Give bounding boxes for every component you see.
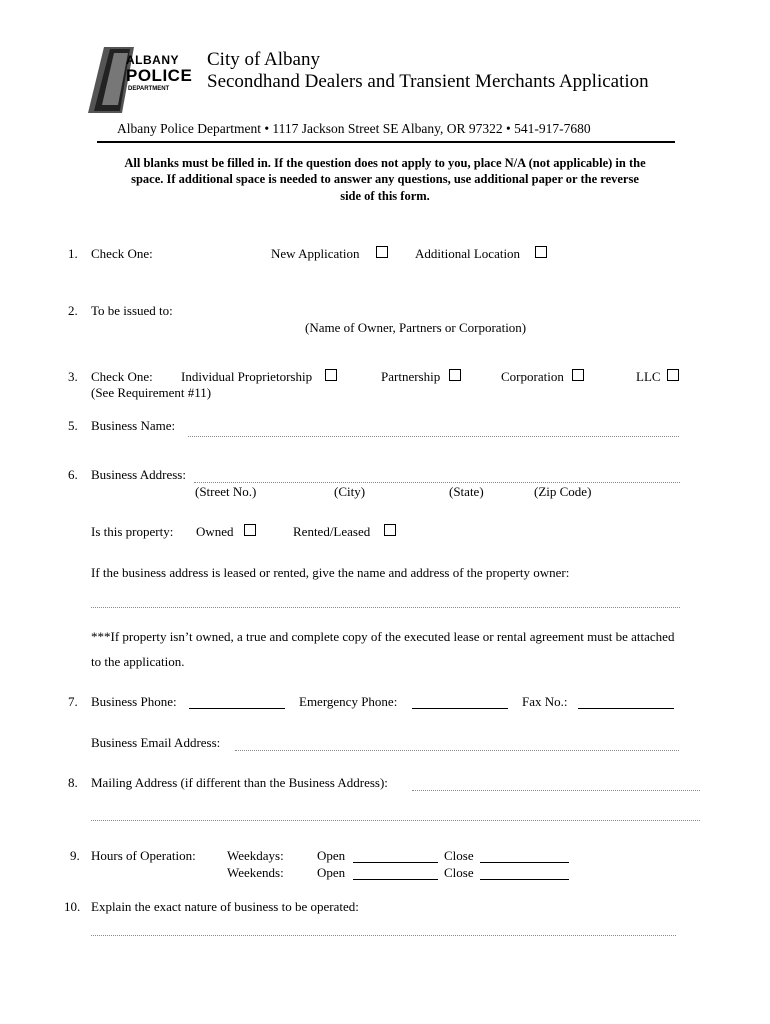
state-hint: (State) <box>449 484 484 499</box>
additional-location-label: Additional Location <box>415 246 521 261</box>
property-label: Is this property: <box>91 524 174 539</box>
header-rule <box>97 141 675 143</box>
emergency-phone-field[interactable] <box>412 708 508 709</box>
q6-number: 6. <box>68 467 78 482</box>
business-email-label: Business Email Address: <box>91 735 221 750</box>
business-nature-field[interactable] <box>91 935 676 936</box>
weekends-open-field[interactable] <box>353 879 438 880</box>
logo-line-3: DEPARTMENT <box>128 86 170 92</box>
q10-label: Explain the exact nature of business to be operated: <box>91 899 359 914</box>
q3-requirement: (See Requirement #11) <box>91 385 212 400</box>
rented-leased-checkbox[interactable] <box>384 524 396 536</box>
q8-label: Mailing Address (if different than the Business Address): <box>91 775 388 790</box>
individual-proprietorship-label: Individual Proprietorship <box>181 369 313 384</box>
logo-line-1: ALBANY <box>126 53 179 67</box>
q1-number: 1. <box>68 246 78 261</box>
weekdays-open-label: Open <box>317 848 346 863</box>
q2-label: To be issued to: <box>91 303 173 318</box>
business-address-field[interactable] <box>194 482 680 483</box>
q5-number: 5. <box>68 418 78 433</box>
weekdays-close-field[interactable] <box>480 862 569 863</box>
additional-location-checkbox[interactable] <box>535 246 547 258</box>
q7-number: 7. <box>68 694 78 709</box>
police-logo <box>88 47 198 117</box>
mailing-address-field-2[interactable] <box>91 820 700 821</box>
emergency-phone-label: Emergency Phone: <box>299 694 398 709</box>
q2-number: 2. <box>68 303 78 318</box>
q3-number: 3. <box>68 369 78 384</box>
owned-label: Owned <box>196 524 234 539</box>
corporation-checkbox[interactable] <box>572 369 584 381</box>
business-name-field[interactable] <box>188 436 679 437</box>
department-address: Albany Police Department • 1117 Jackson Street SE Albany, OR 97322 • 541-917-7680 <box>117 121 591 136</box>
page-title-line-1: City of Albany <box>207 49 320 70</box>
business-phone-field[interactable] <box>189 708 285 709</box>
q3-label: Check One: <box>91 369 153 384</box>
q9-number: 9. <box>70 848 80 863</box>
weekends-open-label: Open <box>317 865 346 880</box>
weekends-close-label: Close <box>444 865 474 880</box>
q8-number: 8. <box>68 775 78 790</box>
weekends-label: Weekends: <box>227 865 284 880</box>
q1-label: Check One: <box>91 246 153 261</box>
rented-leased-label: Rented/Leased <box>293 524 371 539</box>
page-title-line-2: Secondhand Dealers and Transient Merchants Application <box>207 71 649 92</box>
weekdays-open-field[interactable] <box>353 862 438 863</box>
owned-checkbox[interactable] <box>244 524 256 536</box>
fax-field[interactable] <box>578 708 674 709</box>
corporation-label: Corporation <box>501 369 564 384</box>
q6-label: Business Address: <box>91 467 186 482</box>
business-email-field[interactable] <box>235 750 679 751</box>
instructions-line-1: All blanks must be filled in. If the question does not apply to you, place N/A (not applicable) in the <box>124 156 646 170</box>
llc-checkbox[interactable] <box>667 369 679 381</box>
weekdays-close-label: Close <box>444 848 474 863</box>
street-hint: (Street No.) <box>195 484 257 499</box>
city-hint: (City) <box>334 484 366 499</box>
new-application-checkbox[interactable] <box>376 246 388 258</box>
lease-note-line-1: ***If property isn’t owned, a true and complete copy of the executed lease or rental agreement must be attached <box>91 629 675 644</box>
property-owner-field[interactable] <box>91 607 680 608</box>
q9-label: Hours of Operation: <box>91 848 196 863</box>
partnership-checkbox[interactable] <box>449 369 461 381</box>
business-phone-label: Business Phone: <box>91 694 177 709</box>
weekdays-label: Weekdays: <box>227 848 284 863</box>
individual-proprietorship-checkbox[interactable] <box>325 369 337 381</box>
q5-label: Business Name: <box>91 418 176 433</box>
fax-label: Fax No.: <box>522 694 568 709</box>
q10-number: 10. <box>64 899 81 914</box>
lease-note-line-2: to the application. <box>91 654 185 669</box>
lease-question: If the business address is leased or rented, give the name and address of the property owner: <box>91 565 570 580</box>
new-application-label: New Application <box>271 246 360 261</box>
partnership-label: Partnership <box>381 369 441 384</box>
weekends-close-field[interactable] <box>480 879 569 880</box>
issued-to-hint: (Name of Owner, Partners or Corporation) <box>305 320 527 335</box>
instructions-line-3: side of this form. <box>340 189 430 203</box>
zip-hint: (Zip Code) <box>534 484 592 499</box>
llc-label: LLC <box>636 369 661 384</box>
logo-line-2: POLICE <box>126 66 193 85</box>
instructions-line-2: space. If additional space is needed to answer any questions, use additional paper or the reverse <box>131 172 639 186</box>
mailing-address-field-1[interactable] <box>412 790 700 791</box>
